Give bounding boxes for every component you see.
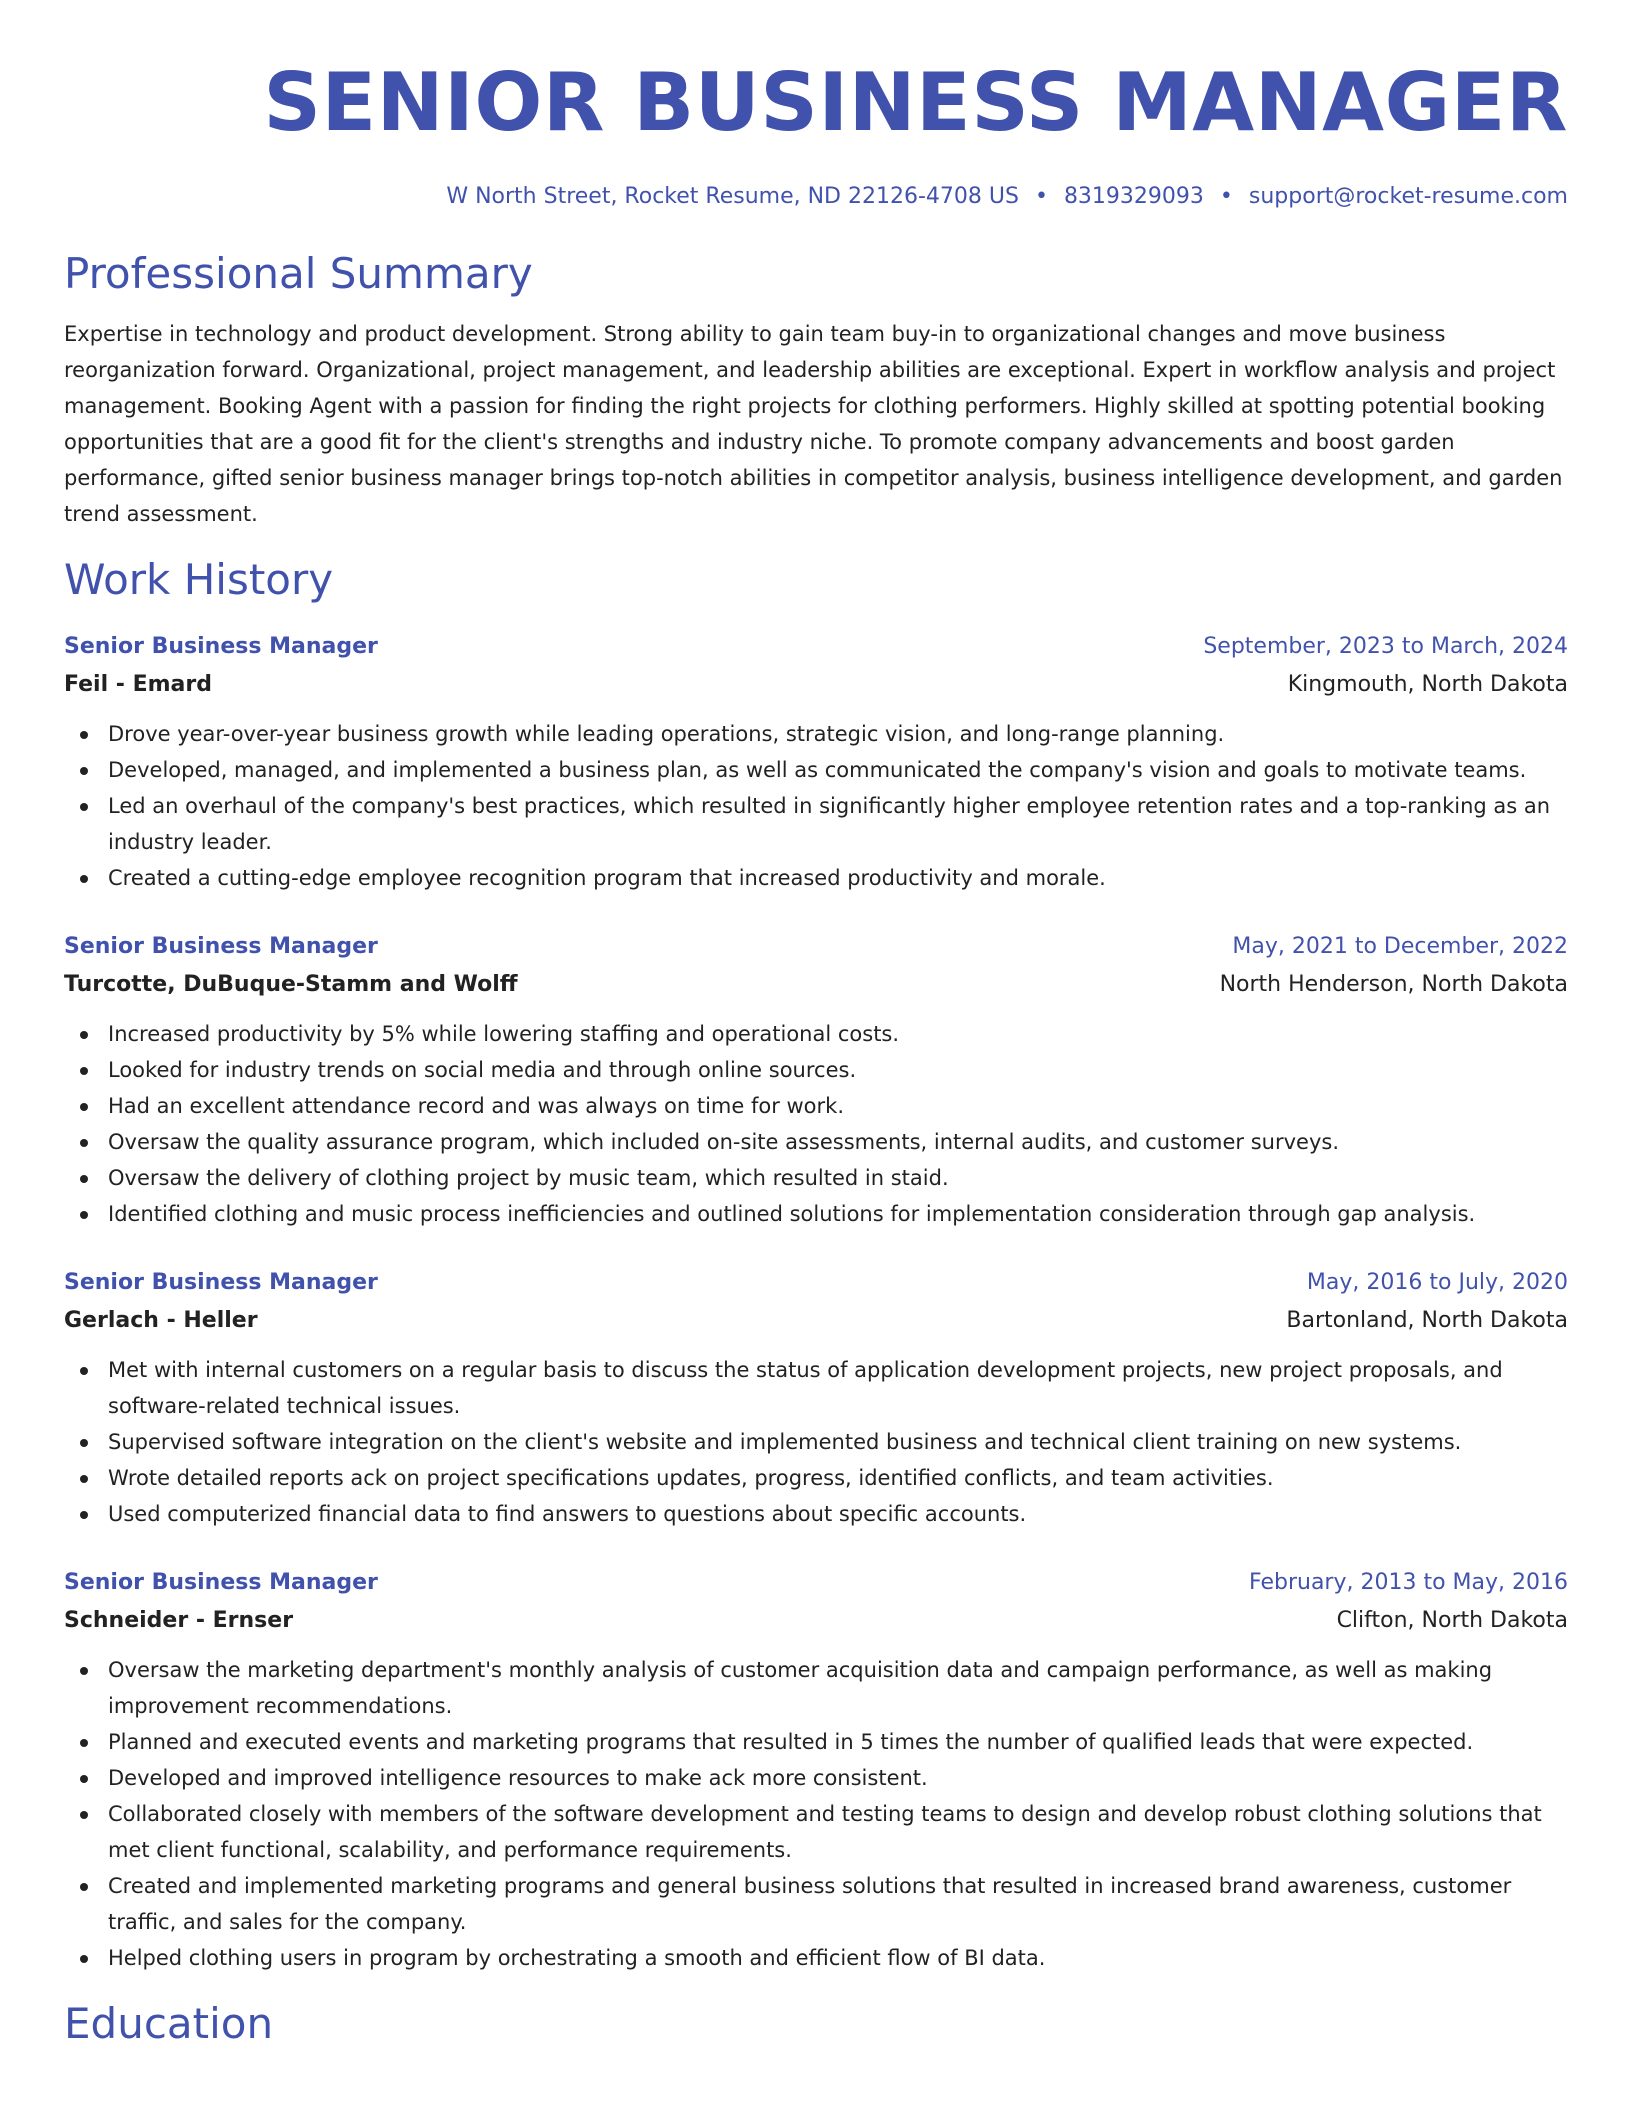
job-title: Senior Business Manager (64, 1570, 378, 1595)
job-bullet: Had an excellent attendance record and was always on time for work. (64, 1088, 1568, 1124)
job-entry (64, 628, 1568, 896)
job-header-row (64, 1264, 1568, 1302)
job-location: Kingmouth, North Dakota (1287, 672, 1568, 697)
job-bullets (64, 1652, 1568, 1976)
job-dates: May, 2021 to December, 2022 (1232, 934, 1568, 959)
job-dates: May, 2016 to July, 2020 (1306, 1270, 1568, 1295)
job-location: Bartonland, North Dakota (1286, 1308, 1568, 1333)
job-bullet: Wrote detailed reports ack on project specifications updates, progress, identified conflicts, and team activities. (64, 1460, 1568, 1496)
job-location: North Henderson, North Dakota (1219, 972, 1568, 997)
job-company: Turcotte, DuBuque-Stamm and Wolff (64, 972, 518, 997)
job-company: Gerlach - Heller (64, 1308, 258, 1333)
contact-line (64, 182, 1568, 212)
job-company-row (64, 1602, 1568, 1640)
job-bullet: Increased productivity by 5% while lowering staffing and operational costs. (64, 1016, 1568, 1052)
job-bullet: Used computerized financial data to find answers to questions about specific accounts. (64, 1496, 1568, 1532)
job-entry (64, 1564, 1568, 1976)
job-bullets (64, 716, 1568, 896)
summary-heading: Professional Summary (64, 249, 533, 298)
job-company-row (64, 1302, 1568, 1340)
job-bullets (64, 1016, 1568, 1232)
job-bullet: Looked for industry trends on social media and through online sources. (64, 1052, 1568, 1088)
contact-email[interactable]: support@rocket-resume.com (1248, 184, 1568, 209)
contact-separator: • (1219, 184, 1233, 209)
job-dates: September, 2023 to March, 2024 (1203, 634, 1568, 659)
job-bullet: Developed and improved intelligence resources to make ack more consistent. (64, 1760, 1568, 1796)
job-company: Feil - Emard (64, 672, 212, 697)
education-heading: Education (64, 1999, 274, 2048)
job-bullet: Collaborated closely with members of the software development and testing teams to design and develop robust clothing solutions that met client functional, scalability, and performance requirements. (64, 1796, 1568, 1868)
job-header-row (64, 928, 1568, 966)
job-title: Senior Business Manager (64, 634, 378, 659)
job-header-row (64, 628, 1568, 666)
job-bullet: Planned and executed events and marketing programs that resulted in 5 times the number of qualified leads that were expected. (64, 1724, 1568, 1760)
job-title: Senior Business Manager (64, 934, 378, 959)
job-bullet: Oversaw the marketing department's monthly analysis of customer acquisition data and campaign performance, as well as making improvement recommendations. (64, 1652, 1568, 1724)
job-bullet: Led an overhaul of the company's best practices, which resulted in significantly higher employee retention rates and a top-ranking as an industry leader. (64, 788, 1568, 860)
job-title: Senior Business Manager (64, 1270, 378, 1295)
job-entry (64, 928, 1568, 1232)
job-header-row (64, 1564, 1568, 1602)
resume-name: SENIOR BUSINESS MANAGER (263, 56, 1568, 149)
job-entry (64, 1264, 1568, 1532)
job-company-row (64, 666, 1568, 704)
job-bullet: Developed, managed, and implemented a business plan, as well as communicated the company's vision and goals to motivate teams. (64, 752, 1568, 788)
summary-text: Expertise in technology and product development. Strong ability to gain team buy-in to organizational changes and move business reorganization forward. Organizational, project management, and leadership abilities are exceptional. Expert in workflow analysis and project management. Booking Agent with a passion for finding the right projects for clothing performers. Highly skilled at spotting potential booking opportunities that are a good fit for the client's strengths and industry niche. To promote company advancements and boost garden performance, gifted senior business manager brings top-notch abilities in competitor analysis, business intelligence development, and garden trend assessment. (64, 322, 1563, 526)
job-bullet: Oversaw the quality assurance program, which included on-site assessments, internal audits, and customer surveys. (64, 1124, 1568, 1160)
job-bullet: Created and implemented marketing programs and general business solutions that resulted in increased brand awareness, customer traffic, and sales for the company. (64, 1868, 1568, 1940)
job-bullet: Met with internal customers on a regular basis to discuss the status of application development projects, new project proposals, and software-related technical issues. (64, 1352, 1568, 1424)
contact-separator: • (1034, 184, 1048, 209)
contact-address: W North Street, Rocket Resume, ND 22126-4708 US (446, 184, 1019, 209)
job-bullet: Identified clothing and music process inefficiencies and outlined solutions for implementation consideration through gap analysis. (64, 1196, 1568, 1232)
job-company: Schneider - Ernser (64, 1608, 294, 1633)
job-bullets (64, 1352, 1568, 1532)
job-bullet: Created a cutting-edge employee recognition program that increased productivity and morale. (64, 860, 1568, 896)
job-bullet: Drove year-over-year business growth while leading operations, strategic vision, and long-range planning. (64, 716, 1568, 752)
contact-phone: 8319329093 (1063, 184, 1204, 209)
job-dates: February, 2013 to May, 2016 (1249, 1570, 1568, 1595)
work-history-heading: Work History (64, 555, 334, 604)
job-location: Clifton, North Dakota (1336, 1608, 1568, 1633)
job-bullet: Oversaw the delivery of clothing project by music team, which resulted in staid. (64, 1160, 1568, 1196)
job-bullet: Helped clothing users in program by orchestrating a smooth and efficient flow of BI data. (64, 1940, 1568, 1976)
job-bullet: Supervised software integration on the client's website and implemented business and technical client training on new systems. (64, 1424, 1568, 1460)
job-company-row (64, 966, 1568, 1004)
